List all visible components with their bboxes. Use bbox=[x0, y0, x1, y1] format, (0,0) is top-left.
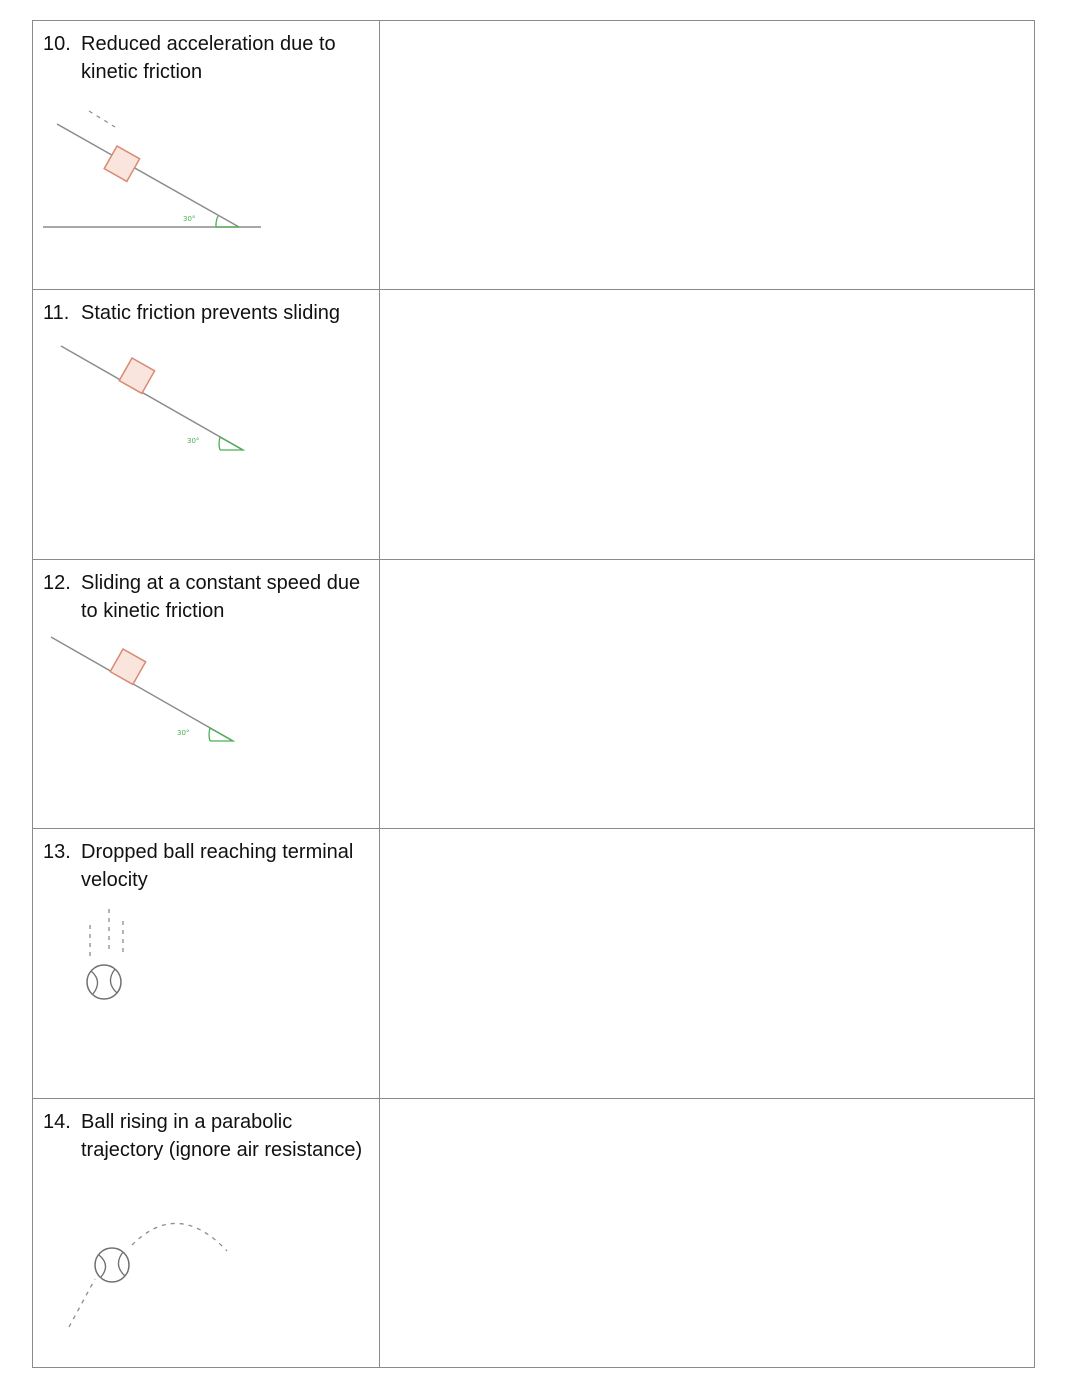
answer-cell[interactable] bbox=[380, 290, 1035, 559]
projectile-ball-icon bbox=[33, 1099, 380, 1368]
question-prompt: Sliding at a constant speed due to kinetic friction bbox=[81, 571, 361, 622]
question-cell bbox=[33, 21, 380, 290]
question-prompt: Dropped ball reaching terminal velocity bbox=[81, 841, 354, 892]
falling-ball-icon bbox=[33, 829, 380, 1098]
question-number: 12. bbox=[43, 571, 71, 594]
angle-label: 30° bbox=[177, 728, 190, 737]
question-number: 10. bbox=[43, 33, 71, 55]
table-row bbox=[33, 21, 1035, 290]
incline-block-icon bbox=[33, 560, 380, 829]
answer-cell[interactable] bbox=[380, 21, 1035, 290]
question-cell bbox=[33, 559, 380, 828]
answer-cell[interactable] bbox=[380, 1098, 1035, 1367]
table-row bbox=[33, 1098, 1035, 1367]
answer-cell[interactable] bbox=[380, 559, 1035, 828]
question-prompt: Ball rising in a parabolic trajectory (ignore air resistance) bbox=[81, 1110, 363, 1161]
question-number: 13. bbox=[43, 841, 71, 864]
worksheet-table bbox=[32, 20, 1035, 1368]
answer-cell[interactable] bbox=[380, 829, 1035, 1098]
question-number: 14. bbox=[43, 1110, 71, 1133]
angle-label: 30° bbox=[183, 215, 196, 223]
question-cell bbox=[33, 1098, 380, 1367]
table-row bbox=[33, 829, 1035, 1098]
angle-label: 30° bbox=[187, 437, 200, 446]
question-cell bbox=[33, 829, 380, 1098]
incline-block-icon bbox=[33, 290, 380, 559]
incline-block-icon bbox=[33, 21, 380, 290]
table-row bbox=[33, 290, 1035, 559]
question-prompt: Reduced acceleration due to kinetic friction bbox=[81, 33, 336, 83]
table-row bbox=[33, 559, 1035, 828]
question-prompt: Static friction prevents sliding bbox=[81, 302, 341, 325]
question-number: 11. bbox=[43, 302, 70, 325]
question-cell bbox=[33, 290, 380, 559]
